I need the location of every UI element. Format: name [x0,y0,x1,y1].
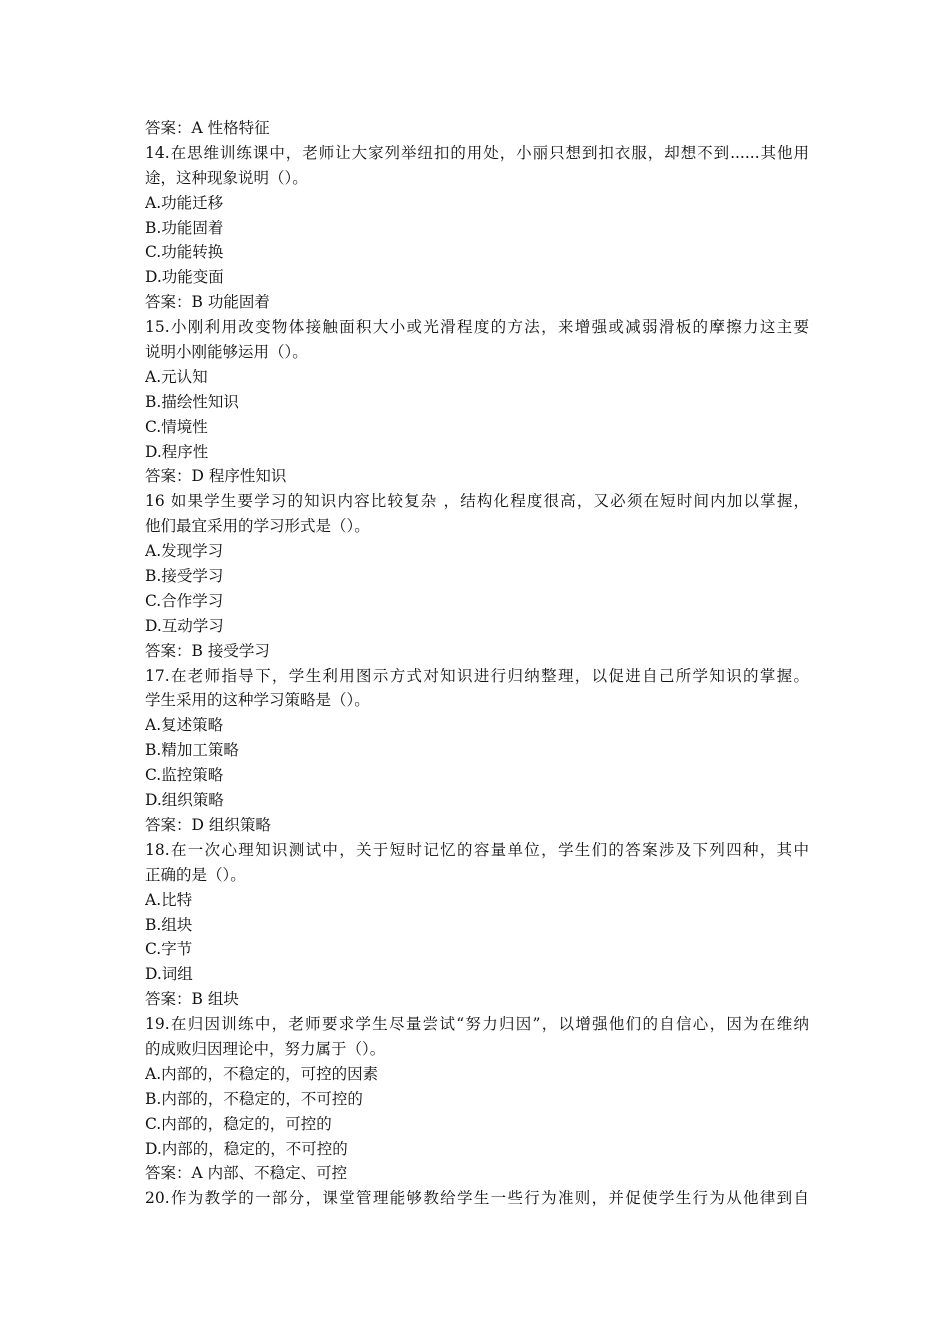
answer-line: 答案：D 程序性知识 [145,467,287,486]
question-line: 学生采用的这种学习策略是（）。 [145,691,370,710]
option-line: B.精加工策略 [145,741,239,760]
question-line: 15.小刚利用改变物体接触面积大小或光滑程度的方法，来增强或减弱滑板的摩擦力这主要 [145,318,809,337]
option-line: C.合作学习 [145,591,224,610]
option-line: D.内部的，稳定的，不可控的 [145,1139,348,1158]
answer-line: 答案：A 内部、不稳定、可控 [145,1164,348,1183]
option-line: A.元认知 [145,367,208,386]
answer-line: 答案：B 功能固着 [145,293,270,312]
answer-line: 答案：B 组块 [145,990,239,1009]
question-line: 19.在归因训练中，老师要求学生尽量尝试“努力归因”，以增强他们的自信心，因为在维纳 [145,1015,809,1034]
option-line: D.功能变面 [145,268,224,287]
option-line: D.程序性 [145,442,209,461]
option-line: A.内部的，不稳定的，可控的因素 [145,1064,379,1083]
option-line: A.复述策略 [145,716,224,735]
question-line: 正确的是（）。 [145,865,246,884]
option-line: D.互动学习 [145,616,224,635]
question-line: 17.在老师指导下，学生利用图示方式对知识进行归纳整理，以促进自己所学知识的掌握。 [145,666,809,685]
question-line: 18.在一次心理知识测试中，关于短时记忆的容量单位，学生们的答案涉及下列四种，其中 [145,840,809,859]
option-line: D.词组 [145,965,193,984]
question-line: 20.作为教学的一部分，课堂管理能够教给学生一些行为准则，并促使学生行为从他律到自 [145,1189,809,1208]
option-line: D.组织策略 [145,791,224,810]
option-line: A.功能迁移 [145,193,224,212]
option-line: B.内部的，不稳定的，不可控的 [145,1089,363,1108]
answer-line: 答案：D 组织策略 [145,815,271,834]
question-line: 说明小刚能够运用（）。 [145,343,308,362]
question-line: 14.在思维训练课中，老师让大家列举纽扣的用处，小丽只想到扣衣服，却想不到......其他用 [145,143,809,162]
option-line: C.内部的，稳定的，可控的 [145,1114,332,1133]
option-line: C.功能转换 [145,243,224,262]
question-line: 的成败归因理论中，努力属于（）。 [145,1039,386,1058]
question-line: 他们最宜采用的学习形式是（）。 [145,517,370,536]
option-line: B.功能固着 [145,218,224,237]
option-line: C.情境性 [145,417,208,436]
question-line: 途，这种现象说明（）。 [145,168,308,187]
option-line: A.比特 [145,890,193,909]
option-line: C.监控策略 [145,766,224,785]
answer-line: 答案：A 性格特征 [145,119,270,137]
answer-line: 答案：B 接受学习 [145,641,270,660]
option-line: A.发现学习 [145,542,224,561]
question-text-block [145,116,809,1211]
option-line: B.描绘性知识 [145,392,239,411]
question-line: 16 如果学生要学习的知识内容比较复杂 ，结构化程度很高，又必须在短时间内加以掌握， [145,492,809,511]
option-line: C.字节 [145,940,193,959]
option-line: B.接受学习 [145,567,224,586]
option-line: B.组块 [145,915,193,934]
